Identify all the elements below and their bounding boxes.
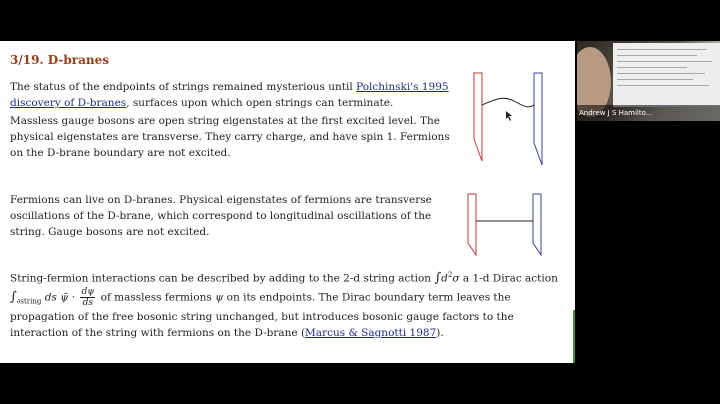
right-brane: [534, 73, 542, 165]
webcam-paper: [613, 43, 720, 107]
dbrane-diagram-boson: [468, 69, 548, 169]
math-d: d: [441, 272, 448, 285]
p4-text-3: on its endpoints. The Dirac boundary term leaves the propagation of the free bosonic string unchanged, but introduces bosonic gauge factors to the interaction of the string with fermions on the D-brane (: [10, 291, 514, 340]
left-brane: [468, 194, 476, 255]
mouse-cursor-icon: [506, 111, 512, 121]
paragraph-fermions: Fermions can live on D-branes. Physical eigenstates of fermions are transverse oscillations of the D-brane, which correspond to longitudinal oscillations of the string. Gauge bosons are not excited.: [10, 194, 432, 238]
boundary-integral-symbol: ∫: [10, 289, 17, 304]
p1-text: The status of the endpoints of strings remained mysterious until: [10, 81, 357, 93]
fraction-numerator: dψ: [81, 286, 95, 297]
paragraph-discovery: [10, 79, 460, 111]
slide-panel: [0, 41, 575, 363]
oscillating-string: [482, 98, 534, 107]
math-dot: ·: [68, 291, 79, 303]
integral-symbol: ∫: [434, 270, 442, 286]
marcus-sagnotti-link[interactable]: Marcus & Sagnotti 1987: [305, 327, 437, 340]
p4-text-2: of massless fermions: [97, 291, 216, 303]
math-sigma: σ: [452, 272, 460, 285]
accent-edge: [573, 310, 575, 363]
webcam-tile[interactable]: [577, 41, 720, 121]
paragraph-gauge-bosons: Massless gauge bosons are open string eigenstates at the first excited level. The physical eigenstates are transverse. They carry charge, and have spin 1. Fermions on the D-brane boundary are not excited.: [10, 115, 450, 159]
participant-name: Andrew J S Hamilto...: [577, 105, 720, 121]
fraction-denominator: ds: [82, 297, 94, 308]
slide-title: 3/19. D-branes: [10, 53, 109, 67]
right-brane: [533, 194, 541, 255]
p4-text-end: ).: [436, 327, 444, 340]
math-psi: ψ: [215, 291, 224, 303]
paragraph-dirac-action: [10, 267, 565, 341]
left-brane: [474, 73, 482, 161]
p1-text-end: , surfaces upon which open strings can terminate.: [126, 97, 394, 109]
p4-text-tail: a 1-d Dirac action: [459, 272, 558, 285]
math-ds: ds: [44, 291, 57, 303]
math-exponent: 2: [447, 271, 453, 279]
math-psibar: ψ̄: [60, 291, 69, 303]
math-fraction: [80, 287, 95, 308]
dbrane-diagram-fermion: [463, 191, 548, 261]
p4-text: String-fermion interactions can be described by adding to the 2-d string action: [10, 272, 435, 285]
boundary-subscript: ∂string: [16, 297, 42, 306]
polchinski-link[interactable]: Polchinski's 1995 discovery of D-branes: [10, 81, 449, 109]
